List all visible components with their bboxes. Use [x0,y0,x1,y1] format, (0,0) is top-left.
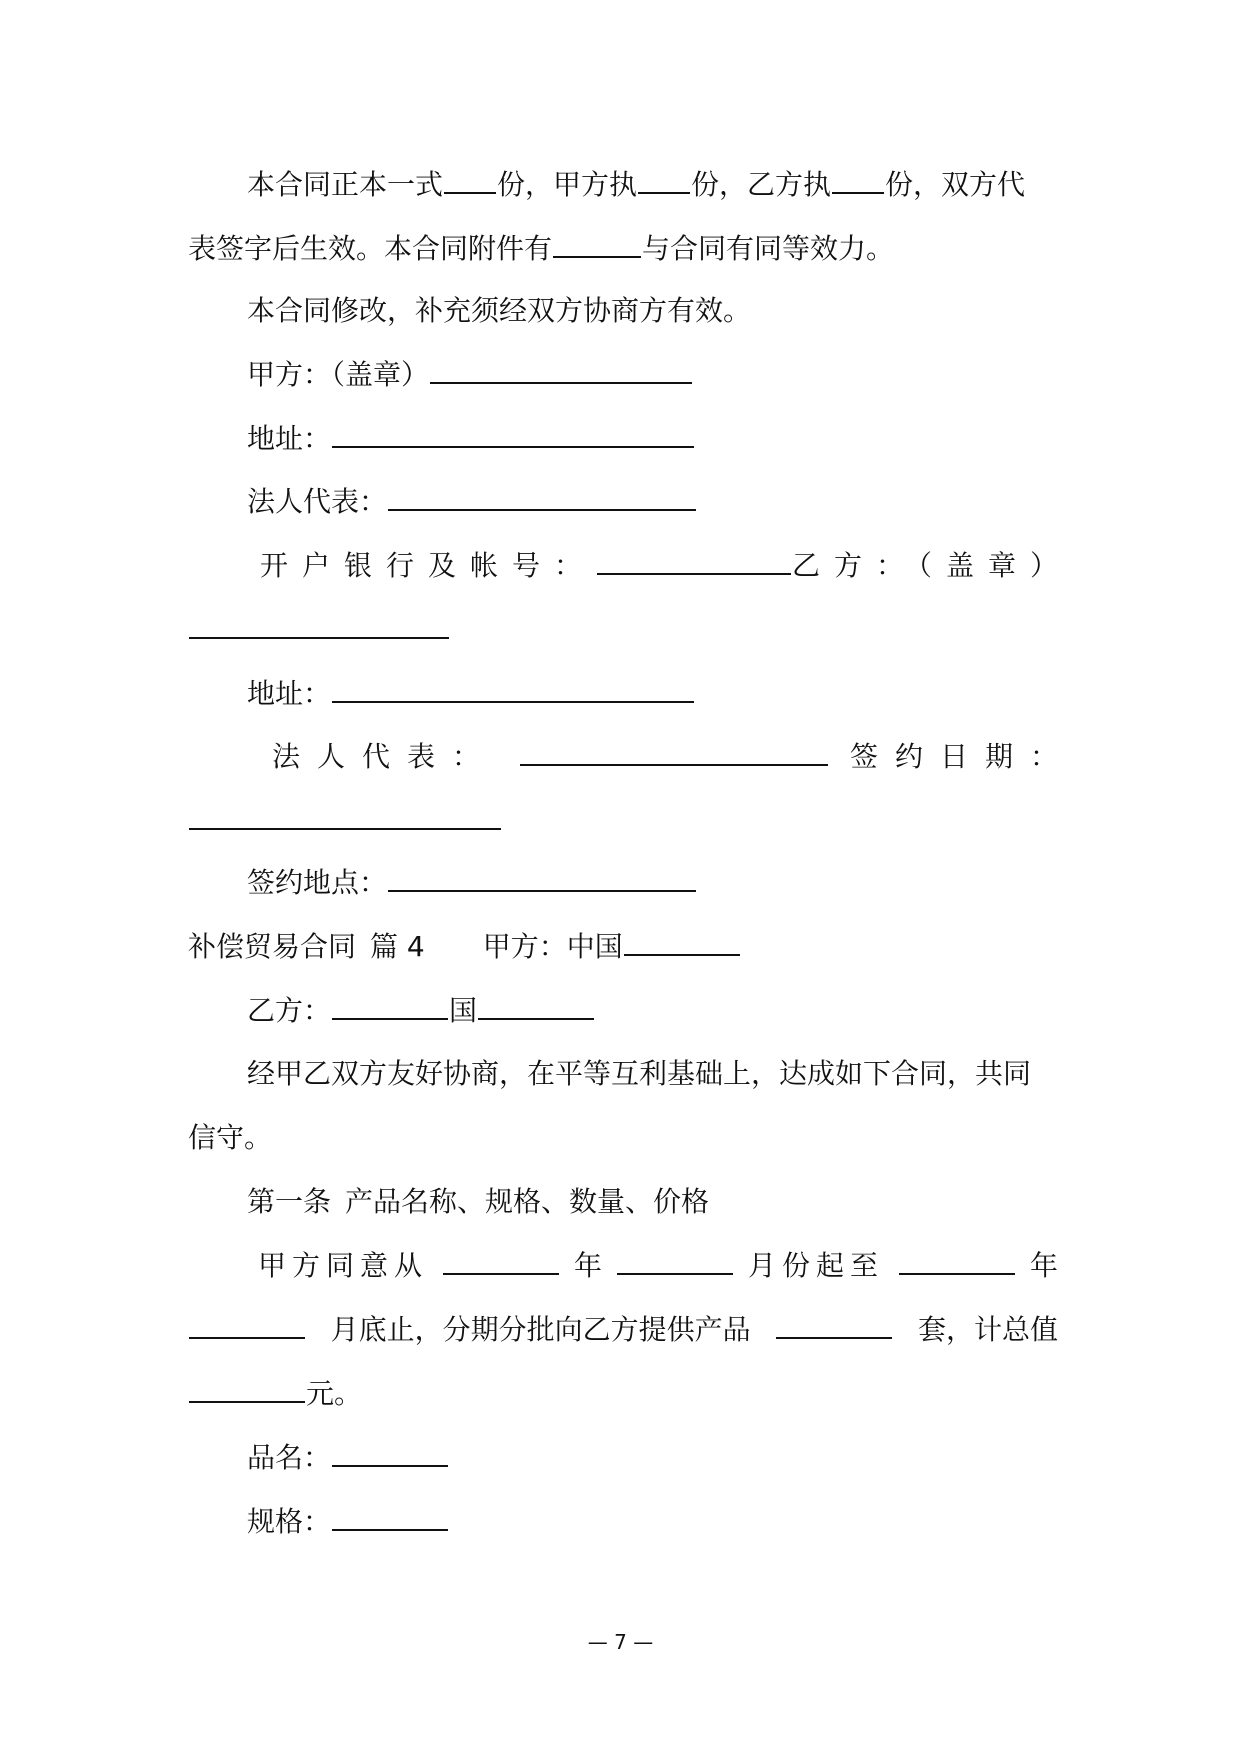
blank-attachment[interactable] [553,228,641,258]
field-end-year[interactable] [899,1245,1015,1275]
field-product-name[interactable] [332,1437,448,1467]
label-year-end: 年 [1029,1249,1058,1282]
field-party-a-address[interactable] [332,418,694,448]
section-heading-line [188,926,1058,967]
party-b-country-line [188,990,1117,1031]
label-yuan: 元。 [306,1377,363,1410]
field-party-b-name[interactable] [478,990,594,1020]
party-a-address-line [188,418,1117,459]
spec-line [188,1501,1117,1542]
blank-party-b-copies[interactable] [832,164,884,194]
text-effective-attachment: 表签字后生效。本合同附件有 [188,232,553,265]
label-spec: 规格： [247,1505,332,1538]
text-party-b-holds: 份，乙方执 [691,168,832,201]
supply-quantity-line [188,1309,1058,1350]
field-party-a-seal[interactable] [430,354,692,384]
label-year-start: 年 [573,1249,602,1282]
label-party-a-legal-rep: 法人代表： [247,485,388,518]
sign-date-line [188,800,1058,841]
field-sign-date[interactable] [189,800,501,830]
text-copies-intro: 本合同正本一式 [247,168,444,201]
field-party-b-legal-rep[interactable] [520,736,828,766]
text-party-a-holds: 份，甲方执 [497,168,638,201]
text-both-reps: 份，双方代 [885,168,1026,201]
party-b-rep-date-line [188,736,1075,777]
page-number: — 7 — [587,1630,654,1654]
label-product-name: 品名： [247,1441,332,1474]
label-country: 国 [449,994,478,1027]
preamble-line-2 [188,1118,1058,1158]
blank-total-copies[interactable] [444,164,496,194]
text-amendment: 本合同修改，补充须经双方协商方有效。 [247,294,752,327]
text-preamble-end: 信守。 [188,1121,273,1154]
field-start-year[interactable] [443,1245,559,1275]
text-month-until: 月份起至 [747,1249,884,1282]
field-party-a-legal-rep[interactable] [388,481,696,511]
label-party-b-legal-rep: 法人代表： [272,740,498,773]
attachment-line [188,228,1058,269]
field-end-month[interactable] [189,1309,305,1339]
label-party-b: 乙方： [247,994,332,1027]
label-party-a-seal: 甲方：（盖章） [247,358,430,391]
text-equal-effect: 与合同有同等效力。 [642,232,895,265]
label-party-b-address: 地址： [247,677,332,710]
preamble-line-1 [188,1054,1117,1094]
total-value-line [188,1373,1058,1414]
party-a-seal-line [188,354,1117,395]
article-number: 第一条 [247,1185,332,1218]
field-sign-place[interactable] [388,862,696,892]
label-party-b-seal: 乙方：（盖章） [791,549,1072,582]
label-party-a-address: 地址： [247,422,332,455]
supply-period-line [188,1245,1058,1286]
label-party-a-china: 甲方：中国 [482,930,623,963]
text-sets-total: 套，计总值 [917,1313,1058,1346]
label-sign-place: 签约地点： [247,866,388,899]
article-title: 产品名称、规格、数量、价格 [345,1185,710,1218]
amendment-line [188,291,1117,331]
blank-party-a-copies[interactable] [638,164,690,194]
field-product-sets[interactable] [776,1309,892,1339]
field-bank-account[interactable] [597,545,791,575]
field-party-a-name[interactable] [624,926,740,956]
bank-account-line [188,545,1072,586]
party-b-address-line [188,673,1117,714]
field-total-value[interactable] [189,1373,305,1403]
text-batch-supply: 月底止，分期分批向乙方提供产品 [330,1313,751,1346]
field-party-b-seal[interactable] [189,609,449,639]
contract-copies-line [188,164,1117,205]
field-spec[interactable] [332,1501,448,1531]
field-start-month[interactable] [617,1245,733,1275]
label-sign-date: 签约日期： [849,740,1075,773]
label-bank-account: 开户银行及帐号： [260,549,597,582]
party-a-legal-rep-line [188,481,1117,522]
field-party-b-address[interactable] [332,673,694,703]
article-one-heading [188,1182,1117,1222]
product-name-line [188,1437,1117,1478]
text-agree-from: 甲方同意从 [258,1249,429,1282]
section-title: 补偿贸易合同 [188,930,357,963]
field-party-b-country[interactable] [332,990,448,1020]
text-preamble: 经甲乙双方友好协商，在平等互利基础上，达成如下合同，共同 [247,1057,1032,1090]
party-b-seal-line [188,609,1058,650]
sign-place-line [188,862,1117,903]
section-number: 篇 4 [370,930,425,963]
